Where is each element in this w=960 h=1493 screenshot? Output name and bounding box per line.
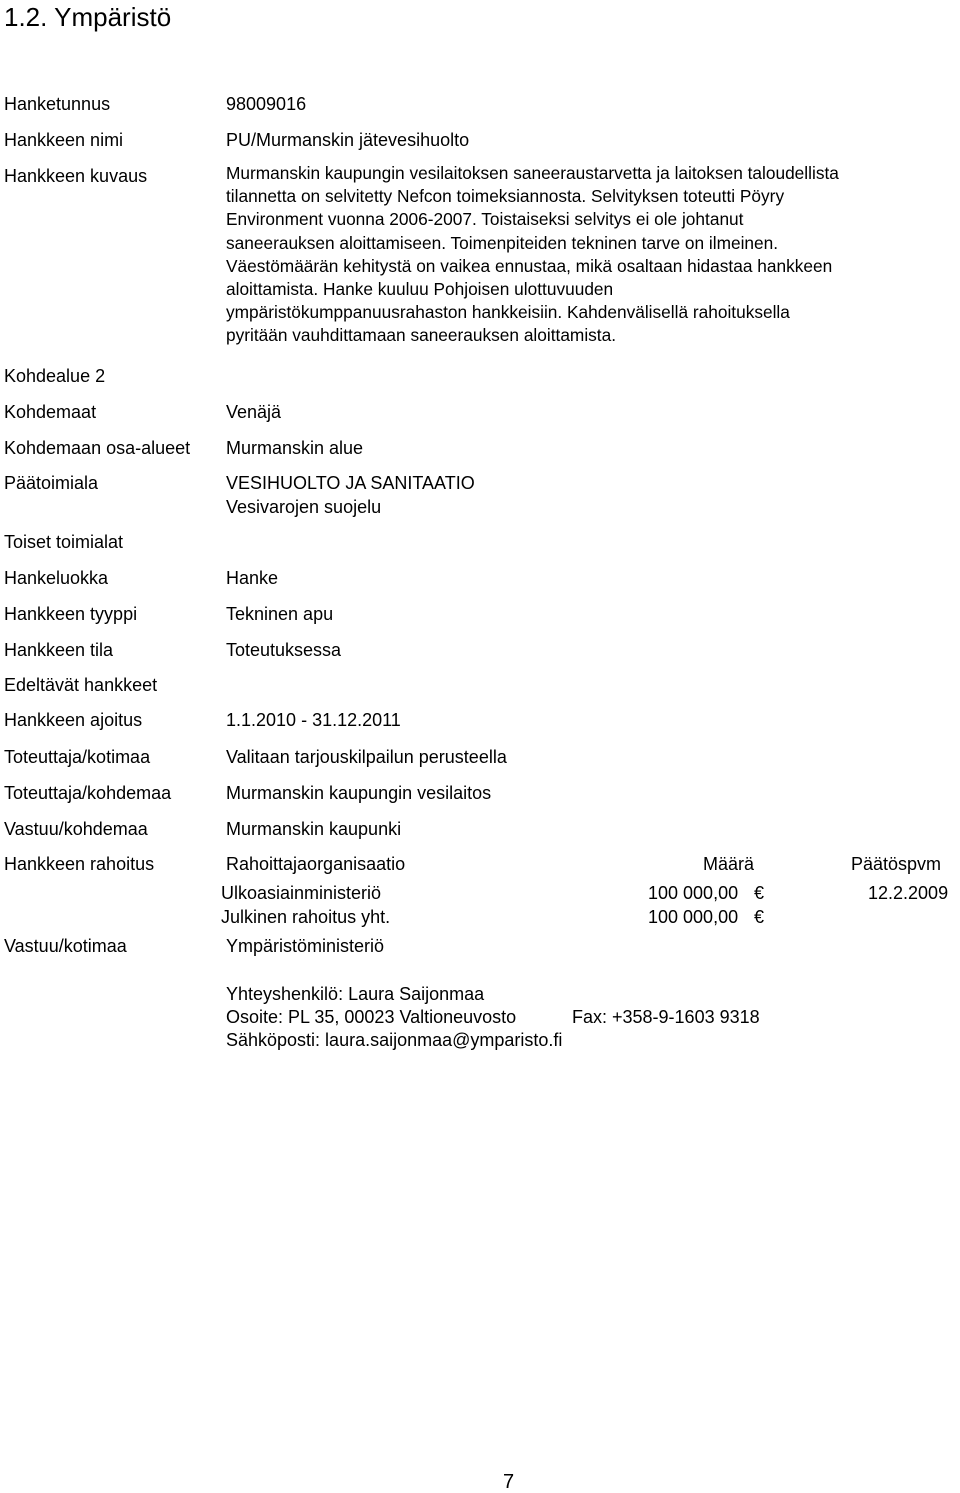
funding-row-amount: 100 000,00	[648, 883, 739, 903]
page-number: 7	[503, 1471, 515, 1493]
value-hankkeen-nimi: PU/Murmanskin jätevesihuolto	[226, 130, 470, 150]
column-header-organisaatio: Rahoittajaorganisaatio	[226, 854, 406, 874]
funding-row-amount: 100 000,00	[648, 907, 739, 927]
description-line: aloittamista. Hanke kuuluu Pohjoisen ulottuvuuden	[226, 279, 614, 300]
label-toteuttaja-kohdemaa: Toteuttaja/kohdemaa	[4, 783, 172, 803]
page-title: 1.2. Ympäristö	[4, 2, 172, 32]
column-header-paatospvm: Päätöspvm	[851, 854, 942, 874]
description-line: tilannetta on selvitetty Nefcon toimeksiannosta. Selvityksen toteutti Pöyry	[226, 186, 785, 207]
description-block	[226, 162, 956, 348]
value-toteuttaja-kotimaa: Valitaan tarjouskilpailun perusteella	[226, 747, 507, 767]
label-kohdealue: Kohdealue 2	[4, 366, 106, 386]
description-line: pyritään vauhdittamaan saneerauksen aloittamista.	[226, 325, 617, 346]
label-hanketunnus: Hanketunnus	[4, 94, 111, 114]
value-paatoimiala-1: VESIHUOLTO JA SANITAATIO	[226, 473, 475, 493]
contact-email: Sähköposti: laura.saijonmaa@ymparisto.fi	[226, 1030, 563, 1050]
label-hankkeen-rahoitus: Hankkeen rahoitus	[4, 854, 155, 874]
contact-fax: Fax: +358-9-1603 9318	[572, 1007, 760, 1027]
value-toteuttaja-kohdemaa: Murmanskin kaupungin vesilaitos	[226, 783, 492, 803]
label-hankkeen-tila: Hankkeen tila	[4, 640, 114, 660]
value-osa-alueet: Murmanskin alue	[226, 438, 364, 458]
label-vastuu-kohdemaa: Vastuu/kohdemaa	[4, 819, 148, 839]
description-line: saneerauksen aloittamiseen. Toimenpiteiden tekninen tarve on ilmeinen.	[226, 232, 779, 253]
label-hankkeen-nimi: Hankkeen nimi	[4, 130, 124, 150]
value-hankkeen-ajoitus: 1.1.2010 - 31.12.2011	[226, 710, 401, 730]
label-hankkeen-tyyppi: Hankkeen tyyppi	[4, 604, 138, 624]
value-hankeluokka: Hanke	[226, 568, 279, 588]
label-hankeluokka: Hankeluokka	[4, 568, 109, 588]
value-kohdemaat: Venäjä	[226, 402, 282, 422]
label-kohdemaat: Kohdemaat	[4, 402, 97, 422]
euro-sign: €	[754, 883, 765, 903]
label-hankkeen-kuvaus: Hankkeen kuvaus	[4, 166, 148, 186]
funding-row-org: Ulkoasiainministeriö	[221, 883, 382, 903]
euro-sign: €	[754, 907, 765, 927]
value-hankkeen-tyyppi: Tekninen apu	[226, 604, 334, 624]
value-vastuu-kotimaa: Ympäristöministeriö	[226, 936, 385, 956]
label-hankkeen-ajoitus: Hankkeen ajoitus	[4, 710, 143, 730]
label-edeltavat-hankkeet: Edeltävät hankkeet	[4, 675, 158, 695]
funding-row-org: Julkinen rahoitus yht.	[221, 907, 391, 927]
value-paatoimiala-2: Vesivarojen suojelu	[226, 497, 382, 517]
description-line: Murmanskin kaupungin vesilaitoksen saneeraustarvetta ja laitoksen taloudellista	[226, 163, 839, 183]
column-header-maara: Määrä	[703, 854, 755, 874]
value-hanketunnus: 98009016	[226, 94, 307, 114]
label-osa-alueet: Kohdemaan osa-alueet	[4, 438, 191, 458]
funding-row-date: 12.2.2009	[868, 883, 949, 903]
value-vastuu-kohdemaa: Murmanskin kaupunki	[226, 819, 402, 839]
description-line: Environment vuonna 2006-2007. Toistaiseksi selvitys ei ole johtanut	[226, 209, 744, 230]
description-line: Väestömäärän kehitystä on vaikea ennustaa, mikä osaltaan hidastaa hankkeen	[226, 255, 833, 276]
value-hankkeen-tila: Toteutuksessa	[226, 640, 342, 660]
label-vastuu-kotimaa: Vastuu/kotimaa	[4, 936, 127, 956]
contact-person: Yhteyshenkilö: Laura Saijonmaa	[226, 984, 485, 1004]
description-line: ympäristökumppanuusrahaston hankkeisiin. Kahdenvälisellä rahoituksella	[226, 302, 790, 323]
label-paatoimiala: Päätoimiala	[4, 473, 99, 493]
contact-address: Osoite: PL 35, 00023 Valtioneuvosto	[226, 1007, 517, 1027]
label-toteuttaja-kotimaa: Toteuttaja/kotimaa	[4, 747, 151, 767]
label-toiset-toimialat: Toiset toimialat	[4, 532, 124, 552]
